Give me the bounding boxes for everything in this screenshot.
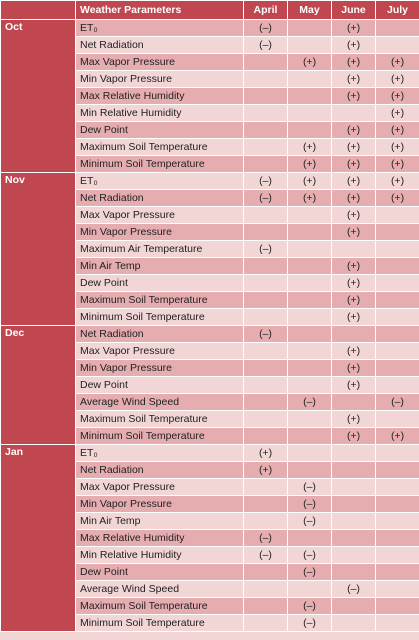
- correlation-cell: [288, 224, 332, 241]
- correlation-cell: (+): [332, 309, 376, 326]
- correlation-cell: [376, 547, 419, 564]
- correlation-cell: [288, 445, 332, 462]
- parameter-name: Net Radiation: [76, 326, 244, 343]
- correlation-cell: [376, 598, 419, 615]
- correlation-cell: (+): [332, 190, 376, 207]
- correlation-cell: [288, 377, 332, 394]
- correlation-cell: [244, 71, 288, 88]
- correlation-cell: (+): [244, 445, 288, 462]
- month-label: Dec: [1, 326, 76, 445]
- correlation-cell: [244, 377, 288, 394]
- correlation-cell: [288, 326, 332, 343]
- correlation-cell: [376, 377, 419, 394]
- correlation-cell: [332, 479, 376, 496]
- correlation-cell: [288, 581, 332, 598]
- parameter-name: Net Radiation: [76, 37, 244, 54]
- correlation-cell: (–): [244, 530, 288, 547]
- parameter-name: Maximum Air Temperature: [76, 241, 244, 258]
- table-row: [1, 173, 419, 190]
- correlation-cell: (–): [244, 547, 288, 564]
- parameter-name: Dew Point: [76, 122, 244, 139]
- correlation-cell: (+): [376, 156, 419, 173]
- correlation-cell: (+): [332, 37, 376, 54]
- header-parameters: Weather Parameters: [76, 1, 244, 20]
- correlation-cell: (+): [332, 343, 376, 360]
- correlation-cell: [288, 530, 332, 547]
- correlation-cell: [288, 428, 332, 445]
- correlation-cell: [332, 241, 376, 258]
- correlation-cell: [288, 88, 332, 105]
- correlation-cell: [244, 343, 288, 360]
- parameter-name: Maximum Soil Temperature: [76, 292, 244, 309]
- table-row: [1, 20, 419, 37]
- correlation-cell: [332, 105, 376, 122]
- correlation-cell: [244, 360, 288, 377]
- correlation-cell: [376, 411, 419, 428]
- header-may: May: [288, 1, 332, 20]
- correlation-cell: [376, 496, 419, 513]
- correlation-cell: [244, 207, 288, 224]
- correlation-cell: [376, 479, 419, 496]
- correlation-cell: (+): [332, 173, 376, 190]
- correlation-cell: (+): [332, 377, 376, 394]
- parameter-name: Average Wind Speed: [76, 394, 244, 411]
- correlation-cell: (–): [288, 394, 332, 411]
- correlation-cell: [288, 292, 332, 309]
- correlation-cell: [288, 241, 332, 258]
- correlation-cell: [288, 462, 332, 479]
- parameter-name: Max Relative Humidity: [76, 88, 244, 105]
- correlation-cell: [332, 462, 376, 479]
- parameter-name: Min Vapor Pressure: [76, 71, 244, 88]
- parameter-name: Maximum Soil Temperature: [76, 411, 244, 428]
- correlation-cell: (–): [332, 581, 376, 598]
- correlation-cell: [288, 275, 332, 292]
- parameter-name: Dew Point: [76, 564, 244, 581]
- correlation-cell: (+): [332, 411, 376, 428]
- header-month: [1, 1, 76, 20]
- correlation-cell: [288, 343, 332, 360]
- correlation-cell: [288, 360, 332, 377]
- correlation-cell: [376, 445, 419, 462]
- correlation-cell: [332, 394, 376, 411]
- correlation-cell: (+): [288, 173, 332, 190]
- correlation-cell: [244, 513, 288, 530]
- correlation-cell: [332, 598, 376, 615]
- parameter-name: Max Vapor Pressure: [76, 479, 244, 496]
- correlation-cell: [244, 496, 288, 513]
- correlation-cell: [376, 615, 419, 632]
- correlation-cell: (+): [376, 173, 419, 190]
- correlation-cell: [288, 258, 332, 275]
- correlation-cell: [244, 105, 288, 122]
- correlation-cell: (+): [332, 258, 376, 275]
- correlation-cell: (+): [332, 360, 376, 377]
- correlation-cell: (+): [288, 139, 332, 156]
- correlation-cell: [376, 564, 419, 581]
- correlation-cell: [244, 258, 288, 275]
- correlation-cell: (+): [376, 71, 419, 88]
- correlation-cell: [244, 394, 288, 411]
- correlation-cell: [244, 479, 288, 496]
- correlation-cell: [288, 71, 332, 88]
- parameter-name: Minimum Soil Temperature: [76, 156, 244, 173]
- parameter-name: Max Vapor Pressure: [76, 54, 244, 71]
- correlation-cell: (+): [332, 88, 376, 105]
- parameter-name: Min Air Temp: [76, 258, 244, 275]
- month-label: Jan: [1, 445, 76, 632]
- correlation-cell: [244, 156, 288, 173]
- correlation-cell: [244, 411, 288, 428]
- parameter-name: ET₀: [76, 20, 244, 37]
- correlation-cell: (+): [376, 105, 419, 122]
- correlation-cell: [244, 139, 288, 156]
- correlation-cell: [244, 292, 288, 309]
- correlation-cell: [244, 428, 288, 445]
- correlation-cell: [332, 496, 376, 513]
- correlation-cell: [332, 564, 376, 581]
- correlation-cell: [244, 581, 288, 598]
- parameter-name: Max Vapor Pressure: [76, 207, 244, 224]
- table-row: [1, 326, 419, 343]
- correlation-cell: [376, 462, 419, 479]
- correlation-cell: [244, 275, 288, 292]
- month-label: Nov: [1, 173, 76, 326]
- correlation-cell: (+): [244, 462, 288, 479]
- parameter-name: Maximum Soil Temperature: [76, 598, 244, 615]
- correlation-cell: (–): [288, 598, 332, 615]
- correlation-cell: (+): [332, 292, 376, 309]
- correlation-cell: (–): [244, 241, 288, 258]
- header-july: July: [376, 1, 419, 20]
- correlation-cell: (+): [332, 156, 376, 173]
- parameter-name: Maximum Soil Temperature: [76, 139, 244, 156]
- parameter-name: Minimum Soil Temperature: [76, 615, 244, 632]
- correlation-cell: [332, 513, 376, 530]
- correlation-cell: (+): [376, 54, 419, 71]
- correlation-cell: (+): [332, 224, 376, 241]
- correlation-cell: [244, 122, 288, 139]
- correlation-cell: (+): [332, 71, 376, 88]
- correlation-cell: [376, 530, 419, 547]
- correlation-cell: [376, 224, 419, 241]
- parameter-name: ET₀: [76, 173, 244, 190]
- correlation-cell: [288, 20, 332, 37]
- correlation-cell: (+): [376, 88, 419, 105]
- correlation-cell: (–): [288, 564, 332, 581]
- correlation-cell: (+): [288, 190, 332, 207]
- correlation-cell: [244, 309, 288, 326]
- correlation-cell: (–): [244, 20, 288, 37]
- correlation-cell: [244, 615, 288, 632]
- correlation-cell: (+): [332, 428, 376, 445]
- parameter-name: Dew Point: [76, 275, 244, 292]
- correlation-cell: (+): [332, 122, 376, 139]
- correlation-cell: [376, 343, 419, 360]
- parameter-name: Net Radiation: [76, 462, 244, 479]
- correlation-cell: (–): [244, 37, 288, 54]
- correlation-cell: [376, 360, 419, 377]
- correlation-cell: (+): [376, 139, 419, 156]
- correlation-cell: [376, 326, 419, 343]
- parameter-name: Net Radiation: [76, 190, 244, 207]
- correlation-cell: [288, 207, 332, 224]
- correlation-cell: [376, 241, 419, 258]
- header-june: June: [332, 1, 376, 20]
- correlation-cell: [244, 88, 288, 105]
- correlation-cell: [244, 564, 288, 581]
- parameter-name: Min Vapor Pressure: [76, 224, 244, 241]
- correlation-cell: (–): [244, 190, 288, 207]
- correlation-cell: [376, 258, 419, 275]
- header-april: April: [244, 1, 288, 20]
- correlation-cell: [332, 530, 376, 547]
- correlation-cell: (–): [288, 547, 332, 564]
- correlation-cell: [376, 37, 419, 54]
- correlation-cell: [376, 513, 419, 530]
- correlation-cell: [376, 309, 419, 326]
- correlation-cell: [376, 581, 419, 598]
- correlation-cell: (+): [288, 156, 332, 173]
- correlation-cell: [288, 411, 332, 428]
- correlation-cell: [244, 224, 288, 241]
- correlation-cell: [332, 615, 376, 632]
- correlation-cell: [244, 54, 288, 71]
- correlation-cell: (–): [288, 479, 332, 496]
- correlation-cell: (–): [288, 496, 332, 513]
- correlation-cell: (+): [332, 275, 376, 292]
- correlation-cell: (–): [376, 394, 419, 411]
- correlation-cell: (+): [376, 122, 419, 139]
- parameter-name: Dew Point: [76, 377, 244, 394]
- correlation-cell: (+): [332, 139, 376, 156]
- parameter-name: Average Wind Speed: [76, 581, 244, 598]
- header-row: [1, 1, 419, 20]
- correlation-cell: [332, 445, 376, 462]
- correlation-cell: (–): [288, 615, 332, 632]
- correlation-cell: (–): [244, 326, 288, 343]
- parameter-name: ET₀: [76, 445, 244, 462]
- parameter-name: Min Air Temp: [76, 513, 244, 530]
- correlation-cell: [376, 207, 419, 224]
- correlation-cell: [244, 598, 288, 615]
- correlation-cell: (+): [288, 54, 332, 71]
- parameter-name: Min Vapor Pressure: [76, 496, 244, 513]
- correlation-cell: (+): [376, 190, 419, 207]
- correlation-cell: [376, 292, 419, 309]
- correlation-cell: [376, 275, 419, 292]
- table-row: [1, 445, 419, 462]
- parameter-name: Minimum Soil Temperature: [76, 428, 244, 445]
- correlation-cell: [332, 326, 376, 343]
- correlation-cell: [288, 309, 332, 326]
- month-label: Oct: [1, 20, 76, 173]
- correlation-cell: [288, 122, 332, 139]
- correlation-cell: [376, 20, 419, 37]
- correlation-cell: [288, 37, 332, 54]
- correlation-cell: (–): [244, 173, 288, 190]
- table-body: [1, 20, 419, 632]
- correlation-cell: (+): [332, 20, 376, 37]
- parameter-name: Min Relative Humidity: [76, 547, 244, 564]
- parameter-name: Max Relative Humidity: [76, 530, 244, 547]
- parameter-name: Min Relative Humidity: [76, 105, 244, 122]
- correlation-cell: (+): [332, 207, 376, 224]
- correlation-cell: (+): [332, 54, 376, 71]
- parameter-name: Max Vapor Pressure: [76, 343, 244, 360]
- correlation-cell: (+): [376, 428, 419, 445]
- correlation-cell: [332, 547, 376, 564]
- correlation-cell: (–): [288, 513, 332, 530]
- correlation-cell: [288, 105, 332, 122]
- parameter-name: Min Vapor Pressure: [76, 360, 244, 377]
- parameter-name: Minimum Soil Temperature: [76, 309, 244, 326]
